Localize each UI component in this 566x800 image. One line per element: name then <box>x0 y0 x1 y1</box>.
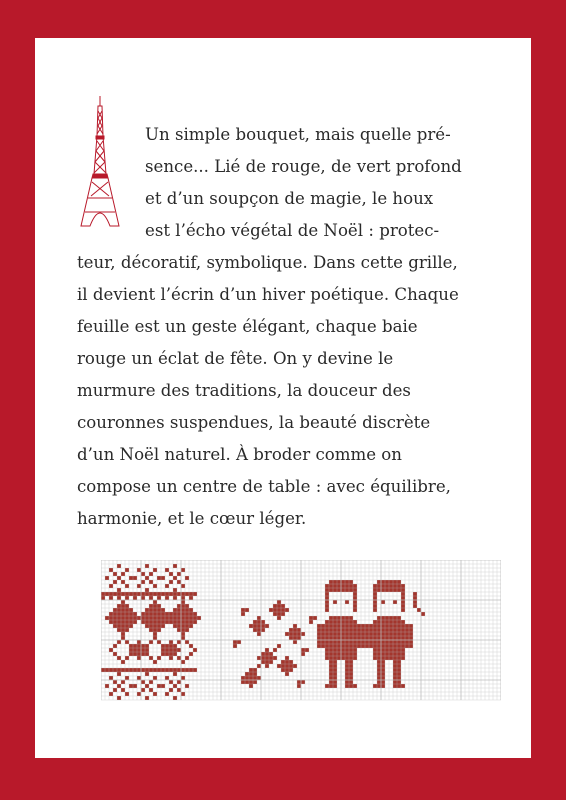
paragraph-line: et d’un soupçon de magie, le houx <box>145 189 434 208</box>
article-paragraph <box>35 38 531 558</box>
paragraph-line: feuille est un geste élégant, chaque baie <box>77 317 418 336</box>
pattern-grid <box>101 560 501 700</box>
paragraph-line: murmure des traditions, la douceur des <box>77 381 411 400</box>
cross-stitch-pattern <box>101 560 501 702</box>
paragraph-line: rouge un éclat de fête. On y devine le <box>77 349 394 368</box>
paragraph-line: compose un centre de table : avec équilibre, <box>77 477 451 496</box>
paragraph-line: d’un Noël naturel. À broder comme on <box>77 445 402 464</box>
paragraph-line: il devient l’écrin d’un hiver poétique. Chaque <box>77 285 459 304</box>
paragraph-line: est l’écho végétal de Noël : protec- <box>145 221 440 240</box>
paragraph-line: Un simple bouquet, mais quelle pré- <box>145 125 451 144</box>
page <box>35 38 531 758</box>
paragraph-line: sence... Lié de rouge, de vert profond <box>145 157 462 176</box>
paragraph-line: harmonie, et le cœur léger. <box>77 509 307 528</box>
paragraph-line: teur, décoratif, symbolique. Dans cette grille, <box>77 253 458 272</box>
paragraph-line: couronnes suspendues, la beauté discrète <box>77 413 431 432</box>
